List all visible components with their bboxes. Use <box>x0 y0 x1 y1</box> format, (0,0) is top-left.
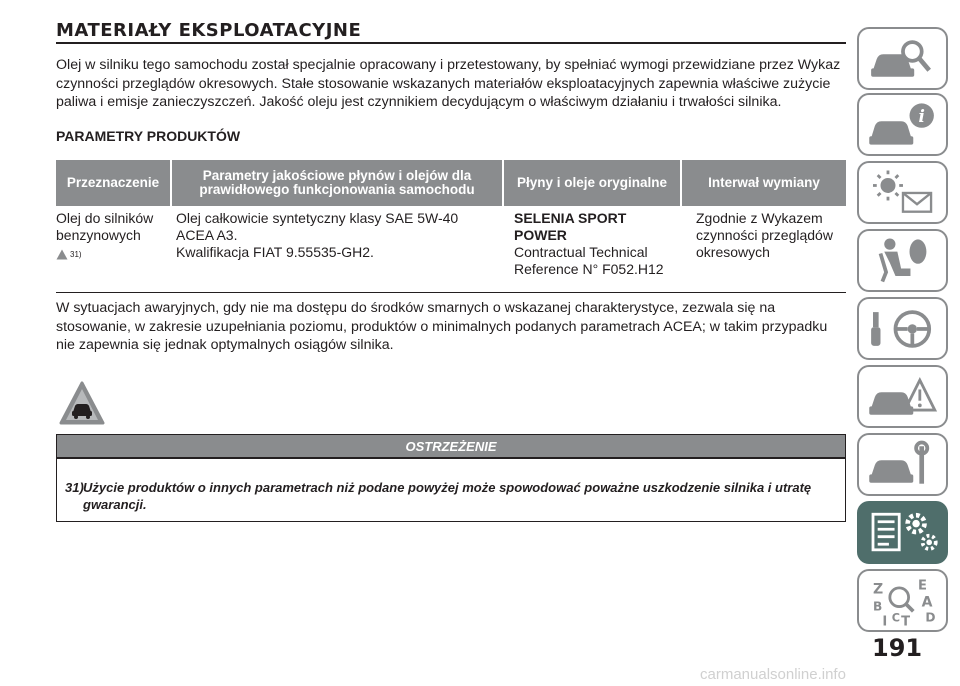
warning-ref-number: 31) <box>70 250 82 259</box>
param-line: ACEA A3. <box>176 227 238 243</box>
cell-usage <box>56 210 172 290</box>
svg-text:E: E <box>917 578 927 594</box>
tab-car-breakdown[interactable] <box>857 365 948 428</box>
svg-text:I: I <box>882 614 888 630</box>
header-original-fluids: Płyny i oleje oryginalne <box>504 160 682 206</box>
product-name: SELENIA SPORT POWER <box>514 210 627 243</box>
tab-alphabet-index[interactable] <box>857 569 948 632</box>
page-number: 191 <box>872 634 923 662</box>
steering-key-icon <box>859 299 946 358</box>
airbag-seat-icon <box>859 231 946 290</box>
svg-text:B: B <box>873 599 883 614</box>
warning-number: 31) <box>65 480 84 495</box>
header-interval: Interwał wymiany <box>708 175 820 190</box>
cell-original-fluid <box>504 210 682 290</box>
tab-warning-lights[interactable] <box>857 161 948 224</box>
warning-triangle-icon <box>56 249 68 260</box>
section-heading: PARAMETRY PRODUKTÓW <box>56 128 241 144</box>
svg-text:T: T <box>901 614 911 630</box>
car-search-icon <box>859 29 946 88</box>
car-breakdown-icon <box>859 367 946 426</box>
emergency-paragraph: W sytuacjach awaryjnych, gdy nie ma dostępu do środków smarnych o wskazanej charakterystyce, zezwala się na stosowanie, w zakresie uzupełniania poziomu, produktów o minimalnych podanych parametrach ACEA; w takim przypadku nie zapewnia się jednak optymalnych osiągów silnika. <box>56 300 828 353</box>
table-row <box>56 210 846 290</box>
warning-body: Użycie produktów o innych parametrach niż podane powyżej może spowodować poważne uszkodzenie silnika i utratę gwarancji. <box>83 480 812 512</box>
warning-heading: OSTRZEŻENIE <box>57 435 845 459</box>
svg-text:D: D <box>925 610 936 625</box>
page-title: MATERIAŁY EKSPLOATACYJNE <box>56 20 362 41</box>
table-bottom-rule <box>56 292 846 293</box>
usage-text: Olej do silników benzynowych <box>56 210 154 243</box>
car-info-icon <box>859 95 946 154</box>
warning-reference[interactable] <box>56 246 172 263</box>
alphabet-index-icon <box>859 571 946 630</box>
specs-gear-icon <box>859 503 946 562</box>
tab-car-info[interactable] <box>857 93 948 156</box>
svg-text:C: C <box>891 611 900 625</box>
tab-car-service[interactable] <box>857 433 948 496</box>
header-parameters: Parametry jakościowe płynów i olejów dla prawidłowego funkcjonowania samochodu <box>172 160 504 206</box>
warning-box <box>56 434 846 522</box>
product-reference: Contractual Technical Reference N° F052.H12 <box>514 244 664 277</box>
car-service-icon <box>859 435 946 494</box>
svg-text:A: A <box>921 594 933 611</box>
tab-airbag-seat[interactable] <box>857 229 948 292</box>
warning-text <box>57 459 845 513</box>
intro-paragraph: Olej w silniku tego samochodu został specjalnie opracowany i przetestowany, by spełniać wymogi przewidziane przez Wykaz czynności przeglądów okresowych. Stałe stosowanie wskazanych materiałów eksploatacyjnych zapewnia właściwe zużycie paliwa i emisje zanieczyszczeń. Jakość oleju jest czynnikiem decydującym o właściwym działaniu i trwałości silnika. <box>56 57 841 110</box>
title-divider <box>56 42 846 44</box>
svg-text:i: i <box>918 106 925 127</box>
tab-steering-key[interactable] <box>857 297 948 360</box>
svg-text:Z: Z <box>873 581 884 598</box>
header-usage: Przeznaczenie <box>56 160 172 206</box>
cell-parameters <box>172 210 504 290</box>
warning-lights-icon <box>859 163 946 222</box>
cell-interval: Zgodnie z Wykazem czynności przeglądów okresowych <box>696 210 833 260</box>
param-line: Olej całkowicie syntetyczny klasy SAE 5W-40 <box>176 210 459 226</box>
car-warning-triangle-icon <box>58 380 106 428</box>
param-line: Kwalifikacja FIAT 9.55535-GH2. <box>176 244 374 260</box>
watermark: carmanualsonline.info <box>700 666 846 683</box>
tab-car-search[interactable] <box>857 27 948 90</box>
table-header <box>56 160 846 206</box>
tab-specs-active[interactable] <box>857 501 948 564</box>
